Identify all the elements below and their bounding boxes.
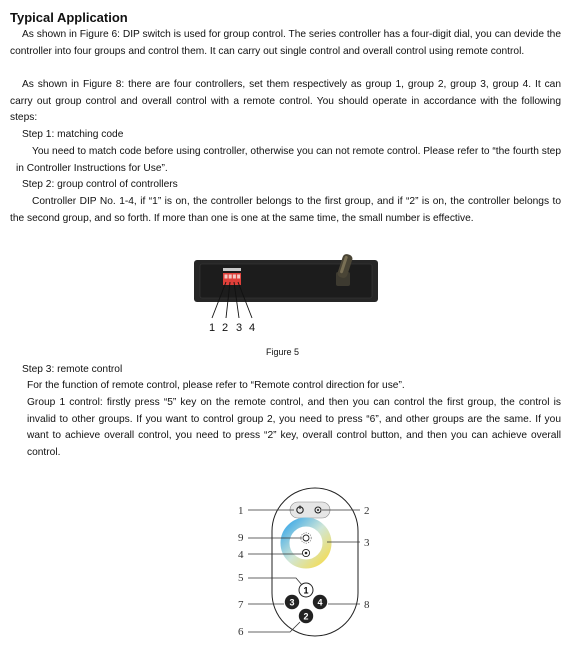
callout-3: 3 (364, 537, 370, 549)
key-1-label: 1 (303, 585, 309, 596)
key-3-label: 3 (289, 597, 295, 608)
controller-dip-figure (190, 252, 380, 336)
callout-5: 5 (238, 572, 244, 584)
callout-6: 6 (238, 626, 244, 638)
figure8-paragraph: As shown in Figure 8: there are four controllers, set them respectively as group 1, group 2, group 3, group 4. It can carry out group control and overall control with a remote control. You should operate in accordance with the following steps: (10, 79, 561, 124)
callout-2: 2 (364, 505, 370, 517)
remote-control-figure (232, 486, 382, 640)
step3-text-2: Group 1 control: firstly press “5” key on the remote control, and then you can control the first group, the control is invalid to other groups. If you want to control group 2, you need to press “6”, and other groups are the same. If you want to achieve overall control, you need to press “2” key, overall control button, and then you can achieve overall control. (27, 397, 561, 458)
dip-number-2: 2 (222, 322, 229, 334)
key-4-label: 4 (317, 597, 323, 608)
step1-title: Step 1: matching code (22, 129, 124, 140)
callout-4: 4 (238, 549, 244, 561)
step1-text: You need to match code before using controller, otherwise you can not remote control. Please refer to “the fourth step in Controller Instructions for Use”. (16, 146, 561, 174)
callout-1: 1 (238, 505, 244, 517)
step2-text: Controller DIP No. 1-4, if “1” is on, the controller belongs to the first group, and if “2” is on, the controller belongs to the second group, and so forth. If more than one is one at the same time, the small number is effective. (10, 196, 561, 224)
dip-number-4: 4 (249, 322, 256, 334)
figure-caption: Figure 5 (266, 347, 300, 357)
dip-number-1: 1 (209, 322, 216, 334)
key-4-button[interactable] (313, 595, 327, 609)
key-1-button[interactable] (299, 583, 313, 597)
intro-paragraph: As shown in Figure 6: DIP switch is used for group control. The series controller has a four-digit dial, you can devide the controller into four groups and control them. It can carry out single control and overall control using remote control. (10, 29, 561, 57)
dip-number-3: 3 (236, 322, 243, 334)
callout-7: 7 (238, 599, 244, 611)
step2-title: Step 2: group control of controllers (22, 179, 178, 190)
step3-title: Step 3: remote control (22, 364, 123, 375)
step3-text-1: For the function of remote control, please refer to “Remote control direction for use”. (27, 380, 405, 391)
callout-9: 9 (238, 532, 244, 544)
section-heading: Typical Application (10, 10, 128, 25)
key-2-button[interactable] (299, 609, 313, 623)
key-3-button[interactable] (285, 595, 299, 609)
callout-8: 8 (364, 599, 370, 611)
key-2-label: 2 (303, 611, 309, 622)
